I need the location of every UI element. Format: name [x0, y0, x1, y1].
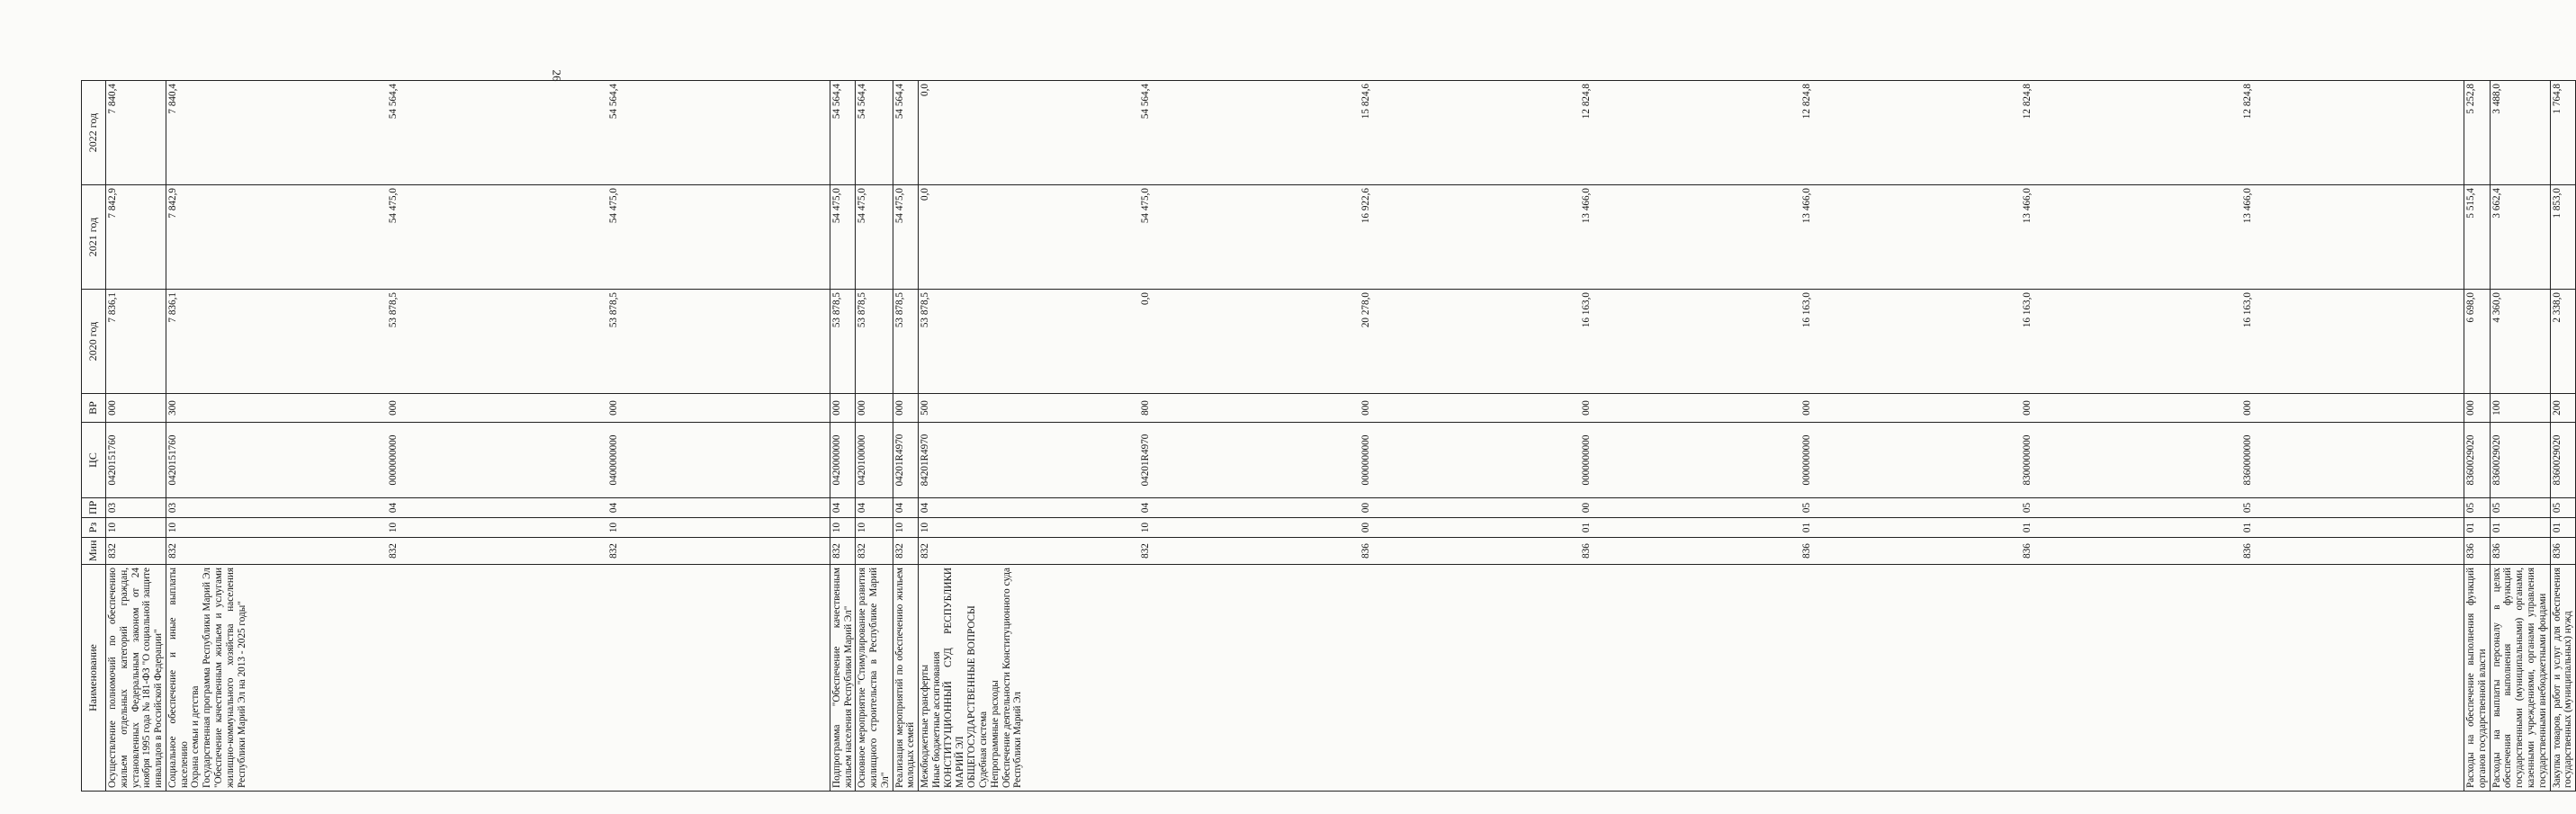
cell-2021-value: 16 922,6	[1360, 188, 1372, 224]
cell-2020-value: 53 878,5	[893, 292, 905, 328]
cell-2021-value: 54 475,0	[1140, 188, 1152, 224]
cell-cs	[2490, 423, 2550, 498]
cell-2020-value: 53 878,5	[920, 292, 931, 328]
cell-2021-value: 13 466,0	[1581, 188, 1593, 224]
cell-min-value: 832	[857, 543, 868, 559]
cell-pr-value: 05	[2242, 502, 2254, 514]
cell-2022-value: 54 564,4	[857, 84, 868, 120]
cell-2020-value: 16 163,0	[2242, 292, 2254, 328]
cell-rz	[106, 518, 166, 538]
cell-rz	[2464, 518, 2491, 538]
cell-2022-value: 0,0	[920, 84, 931, 96]
cell-vr-value: 000	[1581, 400, 1593, 416]
cell-2020	[893, 290, 919, 394]
cell-name: Подпрограмма "Обеспечение качественным жильем населения Республики Марий Эл"	[830, 565, 856, 792]
cell-pr	[830, 498, 856, 518]
cell-2021-value: 54 475,0	[893, 188, 905, 224]
cell-2020-value: 53 878,5	[857, 292, 868, 328]
cell-cs-value: 8360000000	[2242, 434, 2254, 486]
cell-2020-value: 7 836,1	[107, 292, 118, 323]
cell-2021	[856, 185, 893, 290]
cell-cs	[893, 423, 919, 498]
cell-min-value: 836	[1801, 543, 1813, 559]
cell-rz-value: 01	[2491, 522, 2502, 533]
cell-rz-value: 01	[1801, 522, 1813, 533]
cell-min-value: 832	[920, 543, 931, 559]
cell-pr-value: 04	[893, 502, 905, 514]
cell-2021-value: 7 842,9	[166, 188, 178, 219]
cell-pr-value: 00	[1360, 502, 1372, 514]
cell-min-value: 836	[2465, 543, 2477, 559]
cell-2021-value: 54 475,0	[830, 188, 842, 224]
cell-vr-value: 500	[920, 400, 931, 416]
header-pr: ПР	[82, 498, 106, 518]
table-row	[830, 81, 856, 792]
cell-cs-value: 0420151760	[166, 434, 178, 486]
cell-rz-value: 10	[920, 522, 931, 533]
cell-vr-value: 800	[1140, 400, 1152, 416]
name-line: Иные бюджетные ассигнования	[931, 651, 943, 788]
cell-rz	[830, 518, 856, 538]
cell-cs-value: 8300000000	[2022, 434, 2033, 486]
cell-pr-value: 04	[1140, 502, 1152, 514]
cell-name: Расходы на обеспечение выполнения функций органов государственной власти	[2464, 565, 2491, 792]
header-rz: Рз	[82, 518, 106, 538]
rotated-page-content	[81, 81, 2574, 792]
cell-min	[830, 538, 856, 565]
cell-vr-value: 300	[166, 400, 178, 416]
name-line: КОНСТИТУЦИОННЫЙ СУД РЕСПУБЛИКИ МАРИЙ ЭЛ	[943, 568, 965, 788]
cell-vr-value: 000	[2465, 400, 2477, 416]
cell-2022-value: 54 564,4	[387, 84, 399, 120]
cell-rz-value: 10	[857, 522, 868, 533]
cell-vr	[893, 394, 919, 423]
cell-min-value: 832	[107, 543, 118, 559]
cell-2021	[830, 185, 856, 290]
cell-rz	[2490, 518, 2550, 538]
cell-2022	[2490, 81, 2550, 185]
cell-min-value: 832	[1140, 543, 1152, 559]
cell-2021-value: 13 466,0	[1801, 188, 1813, 224]
cell-min	[166, 538, 830, 565]
cell-rz-value: 01	[1581, 522, 1593, 533]
cell-name	[166, 565, 830, 792]
cell-vr-value: 000	[893, 400, 905, 416]
cell-2021	[106, 185, 166, 290]
budget-table	[81, 80, 2576, 792]
cell-2022-value: 54 564,4	[607, 84, 619, 120]
cell-2021-value: 0,0	[920, 188, 931, 201]
cell-2020-value: 7 836,1	[166, 292, 178, 323]
page-number: 26	[550, 69, 564, 82]
table-row	[2464, 81, 2491, 792]
cell-2020	[166, 290, 830, 394]
cell-vr-value: 100	[2491, 400, 2502, 416]
header-name: Наименование	[82, 565, 106, 792]
cell-2021-value: 5 515,4	[2465, 188, 2477, 219]
cell-2021-value: 13 466,0	[2242, 188, 2254, 224]
cell-vr	[830, 394, 856, 423]
cell-pr-value: 04	[607, 502, 619, 514]
cell-2020-value: 6 698,0	[2465, 292, 2477, 323]
cell-min-value: 836	[2242, 543, 2254, 559]
table-row	[2550, 81, 2576, 792]
cell-name: Основное мероприятие "Стимулирование развития жилищного строительства в Республике Марий Эл"	[856, 565, 893, 792]
cell-2022-value: 1 764,8	[2551, 84, 2563, 114]
cell-rz	[893, 518, 919, 538]
cell-vr	[919, 394, 2464, 423]
cell-2022	[893, 81, 919, 185]
cell-2021	[919, 185, 2464, 290]
cell-min	[2550, 538, 2576, 565]
cell-cs-value: 0420100000	[857, 434, 868, 486]
cell-rz-value: 01	[2242, 522, 2254, 533]
cell-2020-value: 0,0	[1140, 292, 1152, 305]
cell-pr	[856, 498, 893, 518]
cell-2021	[2464, 185, 2491, 290]
name-line: Государственная программа Республики Марий Эл "Обеспечение качественным жильем и услугами жилищно-коммунального хозяйства населения Республики Марий Эл на 2013 - 2025 годы"	[202, 568, 247, 788]
cell-2020	[856, 290, 893, 394]
cell-vr-value: 000	[857, 400, 868, 416]
cell-2020	[2464, 290, 2491, 394]
cell-cs-value: 0000000000	[387, 434, 399, 486]
header-vr: ВР	[82, 394, 106, 423]
cell-pr	[2490, 498, 2550, 518]
cell-vr-value: 000	[1801, 400, 1813, 416]
cell-min-value: 836	[1581, 543, 1593, 559]
cell-rz-value: 01	[2022, 522, 2033, 533]
cell-min	[919, 538, 2464, 565]
cell-2020-value: 53 878,5	[607, 292, 619, 328]
cell-2022-value: 7 840,4	[107, 84, 118, 114]
header-2022: 2022 год	[82, 81, 106, 185]
cell-2021	[2550, 185, 2576, 290]
cell-pr-value: 04	[857, 502, 868, 514]
cell-min	[2464, 538, 2491, 565]
cell-cs	[2464, 423, 2491, 498]
cell-vr-value: 000	[2242, 400, 2254, 416]
cell-2021-value: 54 475,0	[857, 188, 868, 224]
cell-pr-value: 05	[2551, 502, 2563, 514]
cell-2021-value: 3 662,4	[2491, 188, 2502, 219]
cell-2021	[893, 185, 919, 290]
cell-pr-value: 04	[920, 502, 931, 514]
cell-cs-value: 8360029020	[2465, 434, 2477, 486]
cell-cs-value: 0000000000	[1360, 434, 1372, 486]
cell-2022-value: 54 564,4	[1140, 84, 1152, 120]
cell-2020	[106, 290, 166, 394]
cell-rz-value: 01	[2465, 522, 2477, 533]
cell-vr-value: 000	[1360, 400, 1372, 416]
cell-vr-value: 000	[2022, 400, 2033, 416]
cell-2021-value: 54 475,0	[387, 188, 399, 224]
cell-name: Осуществление полномочий по обеспечению жильем отдельных категорий граждан, установленных Федеральным законом от 24 ноября 1995 года № 181-ФЗ "О социальной защите инвалидов в Российской Федерации"	[106, 565, 166, 792]
table-row	[856, 81, 893, 792]
cell-2022	[166, 81, 830, 185]
cell-pr	[2550, 498, 2576, 518]
cell-rz-value: 01	[2551, 522, 2563, 533]
cell-vr	[2464, 394, 2491, 423]
cell-2020-value: 4 360,0	[2491, 292, 2502, 323]
cell-cs-value: 0420151760	[107, 434, 118, 486]
cell-min	[2490, 538, 2550, 565]
cell-pr-value: 04	[830, 502, 842, 514]
cell-2021	[166, 185, 830, 290]
cell-min	[106, 538, 166, 565]
name-line: Охрана семьи и детства	[190, 685, 202, 788]
name-line: Социальное обеспечение и иные выплаты населению	[166, 568, 190, 788]
cell-cs-value: 8360029020	[2551, 434, 2563, 486]
cell-2021-value: 13 466,0	[2022, 188, 2033, 224]
cell-2020-value: 20 278,0	[1360, 292, 1372, 328]
cell-2020-value: 53 878,5	[830, 292, 842, 328]
cell-2020-value: 16 163,0	[1801, 292, 1813, 328]
cell-pr-value: 03	[166, 502, 178, 514]
cell-cs	[856, 423, 893, 498]
cell-rz-value: 10	[387, 522, 399, 533]
cell-2022-value: 54 564,4	[830, 84, 842, 120]
header-2021: 2021 год	[82, 185, 106, 290]
cell-vr-value: 000	[107, 400, 118, 416]
cell-cs	[106, 423, 166, 498]
cell-vr-value: 000	[830, 400, 842, 416]
cell-2020	[919, 290, 2464, 394]
header-min: Мин	[82, 538, 106, 565]
table-body	[106, 81, 2576, 792]
cell-2022-value: 54 564,4	[893, 84, 905, 120]
cell-pr	[919, 498, 2464, 518]
cell-rz-value: 10	[1140, 522, 1152, 533]
name-line: Непрограммные расходы	[989, 680, 1001, 788]
cell-pr-value: 05	[2491, 502, 2502, 514]
cell-2020	[830, 290, 856, 394]
cell-rz	[2550, 518, 2576, 538]
cell-pr-value: 05	[2465, 502, 2477, 514]
cell-2022-value: 5 252,8	[2465, 84, 2477, 114]
cell-min-value: 836	[1360, 543, 1372, 559]
cell-2022-value: 12 824,8	[1801, 84, 1813, 120]
name-line: Судебная система	[977, 711, 989, 788]
cell-vr-value: 000	[387, 400, 399, 416]
cell-rz	[919, 518, 2464, 538]
name-line: Обеспечение деятельности Конституционного суда Республики Марий Эл	[1001, 568, 1024, 788]
cell-2022-value: 12 824,8	[2022, 84, 2033, 120]
cell-2020-value: 2 338,0	[2551, 292, 2563, 323]
cell-cs	[2550, 423, 2576, 498]
cell-cs-value: 0000000000	[1581, 434, 1593, 486]
cell-rz	[166, 518, 830, 538]
table-row	[919, 81, 2464, 792]
cell-rz	[856, 518, 893, 538]
table-row	[166, 81, 830, 792]
cell-min-value: 832	[830, 543, 842, 559]
cell-min-value: 836	[2022, 543, 2033, 559]
cell-rz-value: 10	[830, 522, 842, 533]
cell-min	[893, 538, 919, 565]
cell-2021-value: 54 475,0	[607, 188, 619, 224]
cell-2022	[106, 81, 166, 185]
cell-cs-value: 8360029020	[2491, 434, 2502, 486]
name-line: ОБЩЕГОСУДАРСТВЕННЫЕ ВОПРОСЫ	[965, 605, 977, 788]
cell-vr-value: 000	[607, 400, 619, 416]
cell-pr-value: 04	[387, 502, 399, 514]
cell-2020-value: 53 878,5	[387, 292, 399, 328]
cell-pr-value: 00	[1581, 502, 1593, 514]
cell-2021	[2490, 185, 2550, 290]
cell-2022-value: 7 840,4	[166, 84, 178, 114]
cell-2020-value: 16 163,0	[1581, 292, 1593, 328]
cell-pr-value: 05	[2022, 502, 2033, 514]
cell-2020-value: 16 163,0	[2022, 292, 2033, 328]
cell-rz-value: 10	[893, 522, 905, 533]
cell-pr-value: 03	[107, 502, 118, 514]
cell-2022	[830, 81, 856, 185]
cell-vr	[2550, 394, 2576, 423]
cell-name	[919, 565, 2464, 792]
cell-cs-value: 0000000000	[1801, 434, 1813, 486]
cell-2022	[919, 81, 2464, 185]
cell-min-value: 832	[166, 543, 178, 559]
cell-cs-value: 0420000000	[830, 434, 842, 486]
cell-name: Реализация мероприятий по обеспечению жильем молодых семей	[893, 565, 919, 792]
cell-min-value: 832	[387, 543, 399, 559]
cell-min-value: 832	[607, 543, 619, 559]
cell-cs-value: 0400000000	[607, 434, 619, 486]
cell-2021-value: 7 842,9	[107, 188, 118, 219]
table-row	[893, 81, 919, 792]
cell-rz-value: 10	[166, 522, 178, 533]
cell-min-value: 836	[2551, 543, 2563, 559]
cell-cs-value: 04201R4970	[893, 434, 905, 487]
cell-2022-value: 12 824,8	[2242, 84, 2254, 120]
cell-pr	[893, 498, 919, 518]
cell-cs	[830, 423, 856, 498]
cell-pr	[2464, 498, 2491, 518]
cell-min-value: 836	[2491, 543, 2502, 559]
cell-rz-value: 10	[107, 522, 118, 533]
cell-2020	[2550, 290, 2576, 394]
cell-cs	[919, 423, 2464, 498]
cell-rz-value: 10	[607, 522, 619, 533]
cell-2022-value: 15 824,6	[1360, 84, 1372, 120]
cell-name: Закупка товаров, работ и услуг для обеспечения государственных (муниципальных) нужд	[2550, 565, 2576, 792]
header-2020: 2020 год	[82, 290, 106, 394]
cell-pr	[106, 498, 166, 518]
header-cs: ЦС	[82, 423, 106, 498]
cell-min	[856, 538, 893, 565]
cell-min-value: 832	[893, 543, 905, 559]
cell-cs	[166, 423, 830, 498]
cell-2022	[856, 81, 893, 185]
cell-cs-value: 04201R4970	[1140, 434, 1152, 487]
cell-vr-value: 200	[2551, 400, 2563, 416]
cell-cs-value: 84201R4970	[920, 434, 931, 487]
cell-pr-value: 05	[1801, 502, 1813, 514]
cell-2022	[2550, 81, 2576, 185]
cell-2022	[2464, 81, 2491, 185]
cell-2020	[2490, 290, 2550, 394]
cell-2022-value: 12 824,8	[1581, 84, 1593, 120]
cell-name: Расходы на выплаты персоналу в целях обеспечения выполнения функций государственными (муниципальными) органами, казенными учреждениями, органами управления государственными внебюджетными фондами	[2490, 565, 2550, 792]
cell-vr	[166, 394, 830, 423]
cell-vr	[2490, 394, 2550, 423]
table-row	[106, 81, 166, 792]
cell-vr	[106, 394, 166, 423]
cell-2022-value: 3 488,0	[2491, 84, 2502, 114]
cell-2021-value: 1 853,0	[2551, 188, 2563, 219]
name-line: Межбюджетные трансферты	[920, 665, 931, 788]
cell-pr	[166, 498, 830, 518]
table-row	[2490, 81, 2550, 792]
table-header	[82, 81, 106, 792]
cell-rz-value: 00	[1360, 522, 1372, 533]
cell-vr	[856, 394, 893, 423]
